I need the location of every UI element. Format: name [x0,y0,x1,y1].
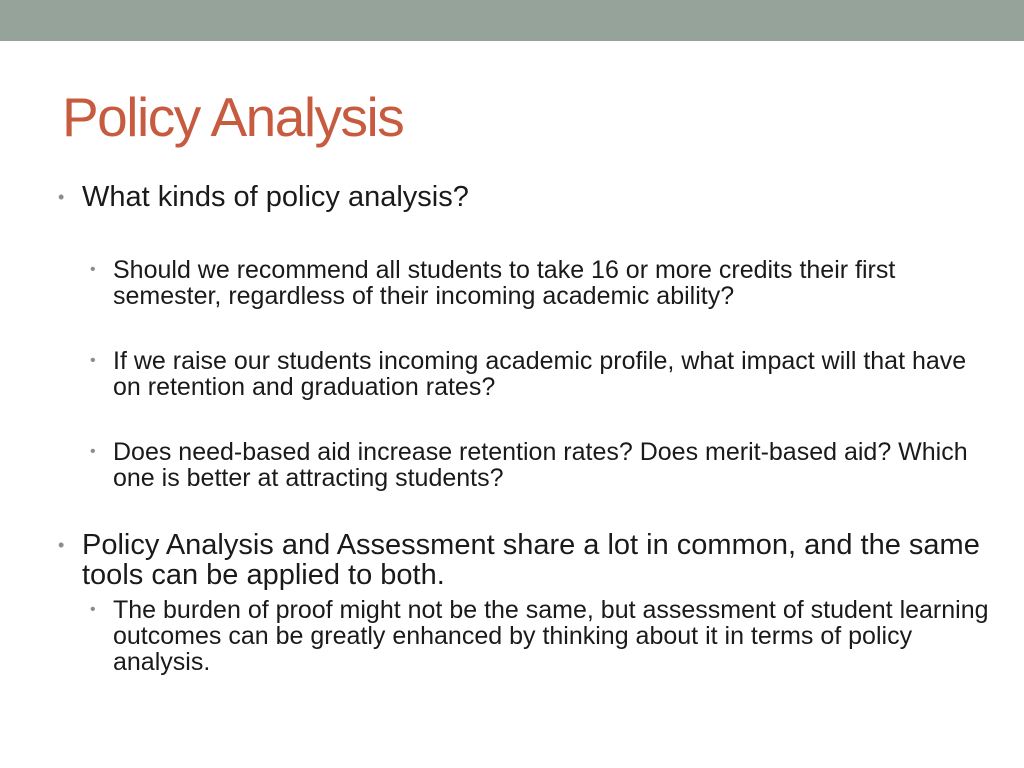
bullet-text: Policy Analysis and Assessment share a lot in common, and the same tools can be applied to both. [82,529,980,591]
bullet-item-aid-question [90,438,993,492]
bullet-dot-icon: • [90,261,96,278]
bullet-dot-icon: • [90,352,96,369]
slide-title: Policy Analysis [62,86,404,148]
bullet-item-credits-question [90,256,993,310]
bullet-text: Should we recommend all students to take 16 or more credits their first semester, regardless of their incoming academic ability? [113,256,896,310]
bullet-item-academic-profile-question [90,347,993,401]
bullet-text: What kinds of policy analysis? [82,181,469,213]
bullet-text: If we raise our students incoming academic profile, what impact will that have on retention and graduation rates? [113,347,967,401]
bullet-item-kinds-of-analysis [58,181,982,213]
header-bar [0,0,1024,41]
bullet-dot-icon: • [58,187,65,207]
bullet-text: Does need-based aid increase retention rates? Does merit-based aid? Which one is better at attracting students? [113,438,968,492]
bullet-dot-icon: • [90,443,96,460]
bullet-text: The burden of proof might not be the same, but assessment of student learning outcomes can be greatly enhanced by thinking about it in terms of policy analysis. [113,596,989,676]
bullet-item-burden-of-proof [90,596,993,676]
bullet-item-policy-and-assessment [58,529,982,591]
bullet-dot-icon: • [90,601,96,618]
bullet-dot-icon: • [58,535,65,555]
